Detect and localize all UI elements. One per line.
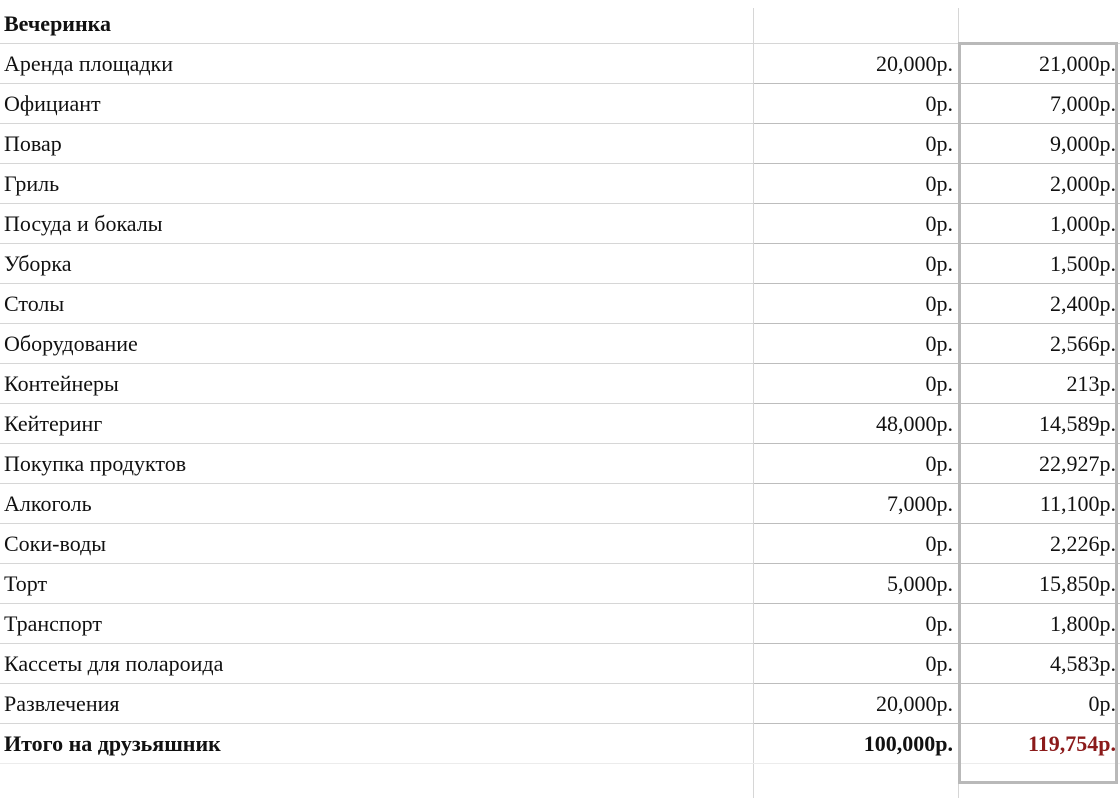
- expense-fact-cell[interactable]: 1,000р.: [959, 204, 1120, 244]
- expense-fact-cell[interactable]: 9,000р.: [959, 124, 1120, 164]
- expense-fact-cell[interactable]: 2,226р.: [959, 524, 1120, 564]
- expense-label-cell[interactable]: Официант: [0, 84, 754, 124]
- expense-fact-cell[interactable]: 11,100р.: [959, 484, 1120, 524]
- expense-label-cell[interactable]: Кейтеринг: [0, 404, 754, 444]
- expense-plan-cell[interactable]: 0р.: [754, 284, 959, 324]
- expense-plan-cell[interactable]: 20,000р.: [754, 684, 959, 724]
- expense-fact-cell[interactable]: 1,800р.: [959, 604, 1120, 644]
- expense-row: [0, 444, 1120, 484]
- expense-plan-cell[interactable]: 48,000р.: [754, 404, 959, 444]
- expense-fact-cell[interactable]: 2,400р.: [959, 284, 1120, 324]
- expense-row: [0, 164, 1120, 204]
- expense-fact-cell[interactable]: 1,500р.: [959, 244, 1120, 284]
- expense-label-cell[interactable]: Транспорт: [0, 604, 754, 644]
- expense-fact-cell[interactable]: 21,000р.: [959, 44, 1120, 84]
- expense-row: [0, 564, 1120, 604]
- total-row: [0, 724, 1120, 764]
- expense-label-cell[interactable]: Уборка: [0, 244, 754, 284]
- expense-label-cell[interactable]: Аренда площадки: [0, 44, 754, 84]
- expense-plan-cell[interactable]: 0р.: [754, 324, 959, 364]
- expense-fact-cell[interactable]: 0р.: [959, 684, 1120, 724]
- expense-label-cell[interactable]: Торт: [0, 564, 754, 604]
- expense-row: [0, 484, 1120, 524]
- expense-fact-cell[interactable]: 7,000р.: [959, 84, 1120, 124]
- expense-label-cell[interactable]: Контейнеры: [0, 364, 754, 404]
- expense-fact-cell[interactable]: 4,583р.: [959, 644, 1120, 684]
- expense-plan-cell[interactable]: 0р.: [754, 164, 959, 204]
- total-label-cell[interactable]: Итого на друзьяшник: [0, 724, 754, 764]
- expense-label-cell[interactable]: Алкоголь: [0, 484, 754, 524]
- expense-fact-cell[interactable]: 2,000р.: [959, 164, 1120, 204]
- expense-label-cell[interactable]: Столы: [0, 284, 754, 324]
- expense-row: [0, 244, 1120, 284]
- expense-label-cell[interactable]: Оборудование: [0, 324, 754, 364]
- expense-plan-cell[interactable]: 0р.: [754, 644, 959, 684]
- expense-label-cell[interactable]: Развлечения: [0, 684, 754, 724]
- expense-plan-cell[interactable]: 0р.: [754, 444, 959, 484]
- expense-row: [0, 644, 1120, 684]
- expense-row: [0, 404, 1120, 444]
- expense-fact-cell[interactable]: 15,850р.: [959, 564, 1120, 604]
- expense-fact-cell[interactable]: 22,927р.: [959, 444, 1120, 484]
- expense-plan-cell[interactable]: 5,000р.: [754, 564, 959, 604]
- header-row: [0, 4, 1120, 44]
- expense-row: [0, 84, 1120, 124]
- expense-plan-cell[interactable]: 0р.: [754, 604, 959, 644]
- header-plan-cell[interactable]: [754, 4, 959, 44]
- expense-row: [0, 684, 1120, 724]
- expense-plan-cell[interactable]: 0р.: [754, 524, 959, 564]
- expense-row: [0, 604, 1120, 644]
- expense-plan-cell[interactable]: 0р.: [754, 364, 959, 404]
- expense-plan-cell[interactable]: 7,000р.: [754, 484, 959, 524]
- expense-fact-cell[interactable]: 213р.: [959, 364, 1120, 404]
- expense-label-cell[interactable]: Посуда и бокалы: [0, 204, 754, 244]
- expense-row: [0, 284, 1120, 324]
- expense-row: [0, 44, 1120, 84]
- expense-plan-cell[interactable]: 0р.: [754, 84, 959, 124]
- header-fact-cell[interactable]: [959, 4, 1120, 44]
- expense-plan-cell[interactable]: 0р.: [754, 244, 959, 284]
- expense-row: [0, 324, 1120, 364]
- expense-label-cell[interactable]: Повар: [0, 124, 754, 164]
- expense-label-cell[interactable]: Покупка продуктов: [0, 444, 754, 484]
- expense-plan-cell[interactable]: 0р.: [754, 124, 959, 164]
- expense-fact-cell[interactable]: 2,566р.: [959, 324, 1120, 364]
- total-plan-cell[interactable]: 100,000р.: [754, 724, 959, 764]
- sheet-title[interactable]: Вечеринка: [0, 4, 754, 44]
- expense-plan-cell[interactable]: 20,000р.: [754, 44, 959, 84]
- expense-fact-cell[interactable]: 14,589р.: [959, 404, 1120, 444]
- expense-plan-cell[interactable]: 0р.: [754, 204, 959, 244]
- expense-row: [0, 524, 1120, 564]
- expense-label-cell[interactable]: Кассеты для полароида: [0, 644, 754, 684]
- expense-row: [0, 204, 1120, 244]
- total-fact-cell[interactable]: 119,754р.: [959, 724, 1120, 764]
- expense-row: [0, 124, 1120, 164]
- expense-row: [0, 364, 1120, 404]
- expense-label-cell[interactable]: Соки-воды: [0, 524, 754, 564]
- expense-label-cell[interactable]: Гриль: [0, 164, 754, 204]
